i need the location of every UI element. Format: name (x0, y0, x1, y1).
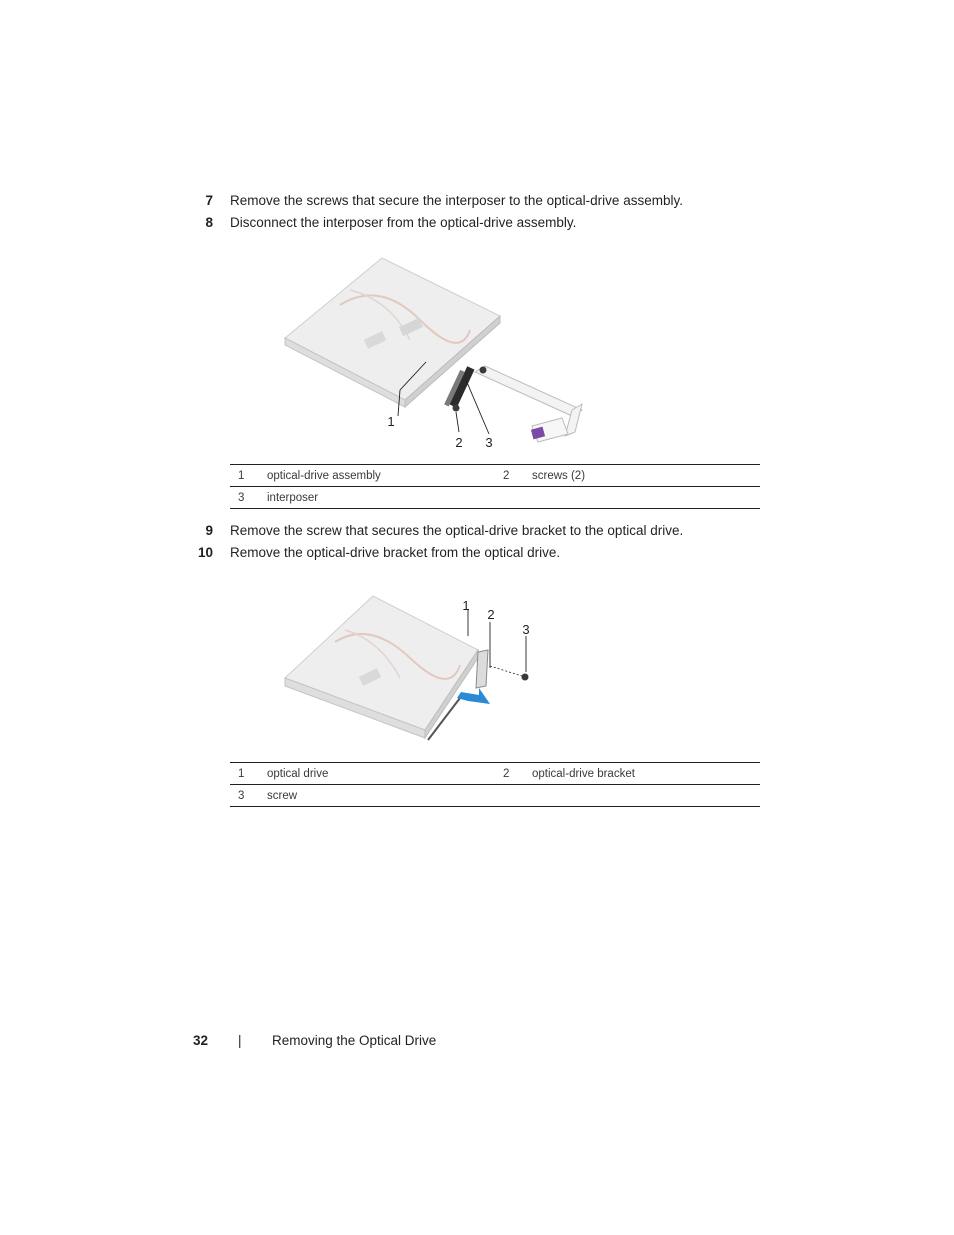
step-text: Disconnect the interposer from the optical-drive assembly. (230, 215, 577, 230)
table-row (230, 785, 760, 807)
legend-number: 3 (230, 487, 267, 509)
callout-3: 3 (522, 622, 530, 637)
legend-label: optical-drive bracket (532, 763, 760, 785)
callout-1: 1 (387, 414, 395, 429)
legend-label: optical-drive assembly (267, 465, 503, 487)
flex-cable-illustration (475, 366, 582, 442)
callout-2: 2 (487, 607, 495, 622)
step-number: 10 (197, 545, 213, 560)
page-number: 32 (193, 1033, 209, 1048)
chapter-title: Removing the Optical Drive (272, 1033, 437, 1048)
step-number: 9 (205, 523, 213, 538)
table-row (230, 465, 760, 487)
legend-number: 3 (230, 785, 267, 807)
step-7 (190, 191, 790, 211)
legend-number: 2 (503, 465, 532, 487)
step-text: Remove the optical-drive bracket from the optical drive. (230, 545, 561, 560)
screw-icon (490, 666, 529, 681)
table-row (230, 763, 760, 785)
legend-label: screw (267, 785, 503, 807)
step-number: 7 (205, 193, 213, 208)
legend-label (532, 785, 760, 807)
step-number: 8 (205, 215, 213, 230)
figure-optical-drive-bracket (270, 590, 550, 750)
legend-label: screws (2) (532, 465, 760, 487)
legend-number (503, 785, 532, 807)
legend-label: optical drive (267, 763, 503, 785)
step-9 (190, 521, 790, 541)
callout-1: 1 (462, 598, 470, 613)
table-row (230, 487, 760, 509)
callout-2: 2 (455, 435, 463, 450)
callout-3: 3 (485, 435, 493, 450)
figure1-legend-table (230, 464, 760, 509)
figure-optical-drive-interposer (270, 250, 590, 455)
interposer-illustration (444, 366, 474, 407)
legend-label (532, 487, 760, 509)
direction-arrow-icon (457, 688, 490, 704)
step-text: Remove the screws that secure the interposer to the optical-drive assembly. (230, 193, 683, 208)
legend-number (503, 487, 532, 509)
legend-number: 1 (230, 763, 267, 785)
step-10 (190, 543, 790, 563)
callout-leader-lines (468, 610, 526, 672)
step-8 (190, 213, 790, 233)
legend-number: 1 (230, 465, 267, 487)
step-text: Remove the screw that secures the optical-drive bracket to the optical drive. (230, 523, 684, 538)
footer-separator: | (238, 1033, 242, 1048)
figure2-legend-table (230, 762, 760, 807)
optical-drive-illustration (285, 596, 478, 738)
legend-label: interposer (267, 487, 503, 509)
legend-number: 2 (503, 763, 532, 785)
